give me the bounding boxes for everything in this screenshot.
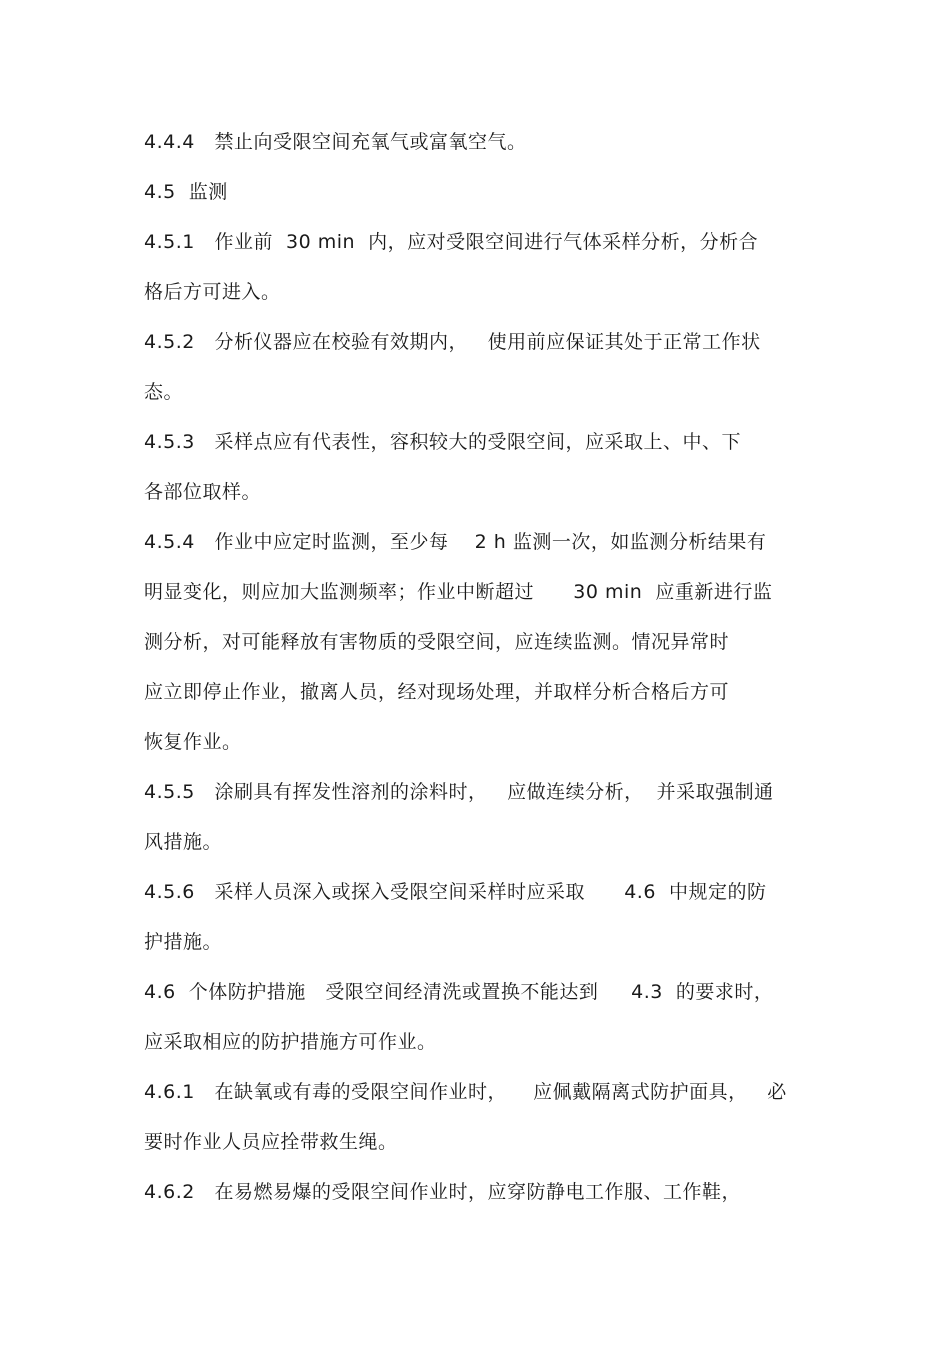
text-line: 风措施。 [144,831,223,853]
text-line: 4.5.3 采样点应有代表性，容积较大的受限空间，应采取上、中、下 [144,431,741,453]
text-line: 测分析，对可能释放有害物质的受限空间，应连续监测。情况异常时 [144,631,730,653]
text-line: 格后方可进入。 [144,281,281,303]
text-line: 4.6.1 在缺氧或有毒的受限空间作业时， 应佩戴隔离式防护面具， 必 [144,1081,787,1103]
section-heading: 4.5 监测 [144,181,228,203]
text-line: 应采取相应的防护措施方可作业。 [144,1031,437,1053]
text-line: 4.5.6 采样人员深入或探入受限空间采样时应采取 4.6 中规定的防 [144,881,767,903]
text-line: 各部位取样。 [144,481,262,503]
text-line: 4.6.2 在易燃易爆的受限空间作业时，应穿防静电工作服、工作鞋， [144,1181,741,1203]
text-line: 4.5.5 涂刷具有挥发性溶剂的涂料时， 应做连续分析， 并采取强制通 [144,781,774,803]
text-line: 态。 [144,381,184,403]
text-line: 要时作业人员应拴带救生绳。 [144,1131,398,1153]
section-heading: 4.6 个体防护措施 受限空间经清洗或置换不能达到 4.3 的要求时， [144,981,774,1003]
text-line: 4.5.1 作业前 30 min 内，应对受限空间进行气体采样分析，分析合 [144,231,759,253]
text-line: 明显变化，则应加大监测频率；作业中断超过 30 min 应重新进行监 [144,581,773,603]
text-line: 4.5.2 分析仪器应在校验有效期内， 使用前应保证其处于正常工作状 [144,331,761,353]
text-line: 恢复作业。 [144,731,242,753]
text-line: 应立即停止作业，撤离人员，经对现场处理，并取样分析合格后方可 [144,681,730,703]
text-line: 4.4.4 禁止向受限空间充氧气或富氧空气。 [144,131,527,153]
text-line: 护措施。 [144,931,223,953]
text-line: 4.5.4 作业中应定时监测，至少每 2 h 监测一次，如监测分析结果有 [144,531,767,553]
